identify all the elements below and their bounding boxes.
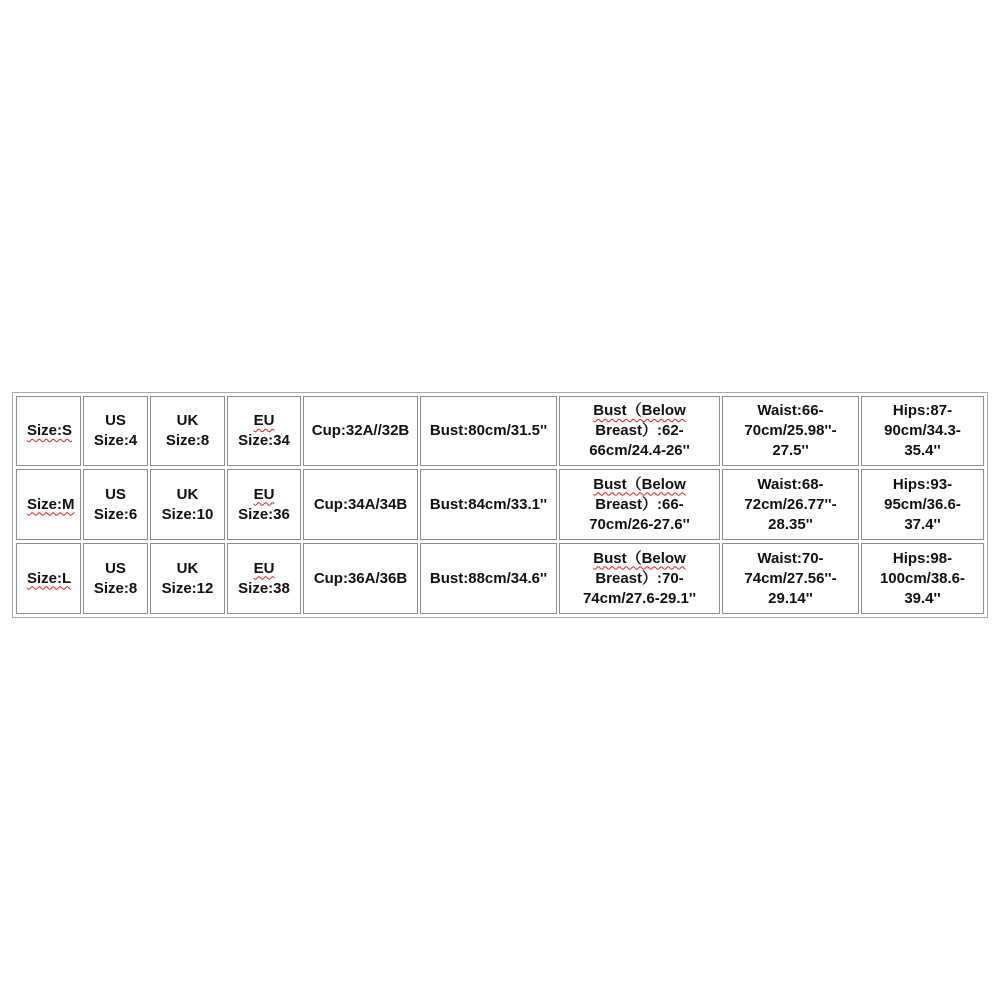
below-breast-line-2: Breast）:66- <box>595 495 684 513</box>
uk-size-cell <box>150 396 225 466</box>
bust-cell <box>420 469 557 540</box>
hips-line-2: 90cm/34.3- <box>884 422 961 439</box>
eu-size-cell <box>227 469 301 540</box>
waist-line-1: Waist:66- <box>757 402 824 419</box>
below-breast-cell <box>559 543 720 614</box>
eu-size-value: Size:36 <box>238 505 290 523</box>
hips-cell <box>861 396 984 466</box>
uk-label: UK <box>176 559 199 577</box>
eu-size-value: Size:34 <box>238 432 290 449</box>
cup-value: Cup:36A/36B <box>313 569 408 587</box>
hips-cell <box>861 543 984 614</box>
below-breast-line-1: Bust（Below <box>593 475 686 493</box>
below-breast-line-1: Bust（Below <box>593 402 686 419</box>
below-breast-line-2: Breast）:70- <box>595 569 684 587</box>
uk-size-value: Size:10 <box>161 505 214 523</box>
uk-size-value: Size:12 <box>161 579 214 597</box>
uk-label: UK <box>176 412 199 429</box>
waist-cell <box>722 396 859 466</box>
below-breast-cell <box>559 469 720 540</box>
bust-value: Bust:88cm/34.6'' <box>429 569 548 587</box>
waist-line-3: 27.5'' <box>772 442 809 459</box>
cup-value: Cup:34A/34B <box>313 495 408 513</box>
waist-line-3: 29.14'' <box>768 589 813 607</box>
size-cell <box>16 469 81 540</box>
us-label: US <box>105 559 126 577</box>
eu-size-cell <box>227 543 301 614</box>
hips-line-3: 39.4'' <box>904 589 941 607</box>
us-label: US <box>105 412 126 429</box>
uk-size-cell <box>150 469 225 540</box>
hips-line-1: Hips:93- <box>892 475 953 493</box>
size-cell <box>16 396 81 466</box>
below-breast-line-3: 74cm/27.6-29.1'' <box>582 589 697 607</box>
hips-line-3: 35.4'' <box>904 442 941 459</box>
below-breast-line-2: Breast）:62- <box>595 422 684 439</box>
cup-cell <box>303 396 418 466</box>
eu-size-cell <box>227 396 301 466</box>
eu-label: EU <box>253 412 275 429</box>
size-chart-table <box>12 392 988 618</box>
us-size-cell <box>83 469 148 540</box>
eu-size-value: Size:38 <box>238 579 290 597</box>
hips-line-3: 37.4'' <box>904 515 941 533</box>
size-label: Size:S <box>27 422 73 439</box>
uk-label: UK <box>176 485 199 503</box>
hips-line-2: 100cm/38.6- <box>879 569 966 587</box>
size-label: Size:L <box>27 569 72 587</box>
us-label: US <box>105 485 126 503</box>
us-size-value: Size:4 <box>93 432 138 449</box>
uk-size-cell <box>150 543 225 614</box>
bust-cell <box>420 396 557 466</box>
size-cell <box>16 543 81 614</box>
uk-size-value: Size:8 <box>165 432 210 449</box>
hips-line-1: Hips:98- <box>892 549 953 567</box>
bust-cell <box>420 543 557 614</box>
waist-cell <box>722 543 859 614</box>
waist-line-1: Waist:70- <box>757 549 824 567</box>
hips-line-2: 95cm/36.6- <box>884 495 961 513</box>
waist-line-3: 28.35'' <box>768 515 813 533</box>
below-breast-line-3: 70cm/26-27.6'' <box>589 515 690 533</box>
waist-cell <box>722 469 859 540</box>
bust-value: Bust:80cm/31.5'' <box>429 422 548 439</box>
bust-value: Bust:84cm/33.1'' <box>429 495 548 513</box>
waist-line-2: 72cm/26.77''- <box>744 495 837 513</box>
below-breast-line-3: 66cm/24.4-26'' <box>589 442 690 459</box>
waist-line-1: Waist:68- <box>757 475 824 493</box>
us-size-cell <box>83 396 148 466</box>
below-breast-line-1: Bust（Below <box>593 549 686 567</box>
eu-label: EU <box>253 559 275 577</box>
us-size-value: Size:8 <box>93 579 138 597</box>
us-size-value: Size:6 <box>93 505 138 523</box>
cup-cell <box>303 469 418 540</box>
below-breast-cell <box>559 396 720 466</box>
eu-label: EU <box>253 485 275 503</box>
hips-cell <box>861 469 984 540</box>
waist-line-2: 70cm/25.98''- <box>744 422 837 439</box>
us-size-cell <box>83 543 148 614</box>
hips-line-1: Hips:87- <box>892 402 953 419</box>
cup-value: Cup:32A//32B <box>311 422 410 439</box>
cup-cell <box>303 543 418 614</box>
size-label: Size:M <box>27 495 75 513</box>
waist-line-2: 74cm/27.56''- <box>744 569 837 587</box>
